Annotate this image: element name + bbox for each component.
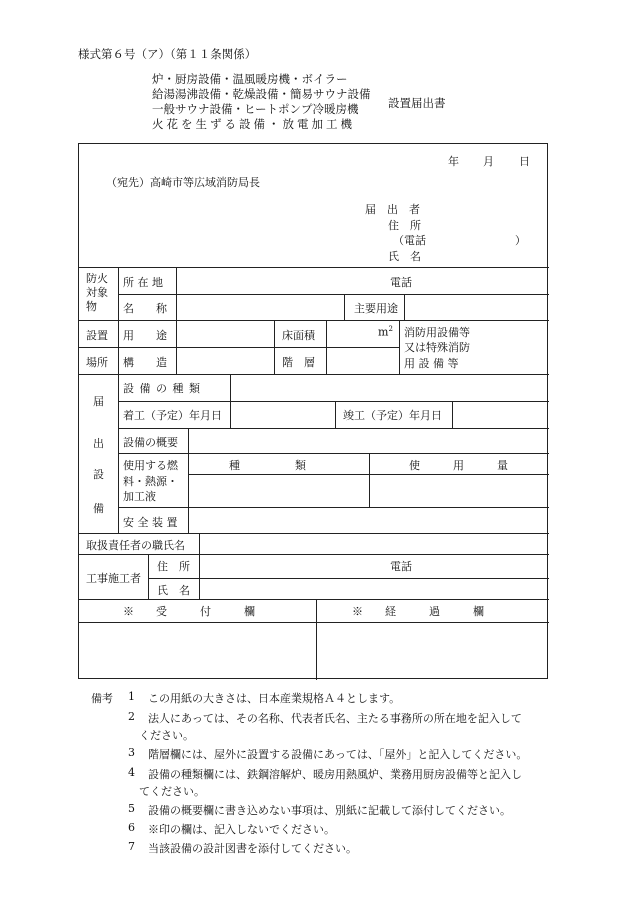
structure-label: 構 造 [123,356,167,369]
fire-equipment-label-1: 消防用設備等 [404,326,470,339]
todoke-label-4: 備 [93,502,104,515]
fire-equipment-label-3: 用 設 備 等 [404,357,459,370]
usage-amount-header: 使 用 量 [409,459,508,472]
notifier-label: 届 出 者 [365,203,420,216]
todoke-label-3: 設 [93,468,104,481]
day-label: 日 [519,155,530,168]
month-label: 月 [483,155,494,168]
note-4-num: 4 [128,766,135,779]
contractor-label: 工事施工者 [86,572,141,585]
setchi-label-1: 設置 [86,329,108,342]
floor-area-label: 床面積 [282,329,315,342]
progress-header: ※ 経 過 欄 [352,605,484,618]
note-2-cont: ください。 [139,729,194,742]
phone-close: ） [515,234,526,247]
fire-equipment-label-2: 又は特殊消防 [404,341,470,354]
phone-label: （電話 [393,234,426,247]
contractor-address-label: 住 所 [157,560,190,573]
name-label: 氏 名 [388,250,421,263]
phone-field-label: 電話 [390,276,412,289]
bousai-label-3: 物 [86,300,97,313]
notes-title: 備考 [91,692,113,705]
equipment-line-3: 一般サウナ設備・ヒートポンプ冷暖房機 [152,102,359,116]
note-4-cont: てください。 [139,785,205,798]
fuel-label-1: 使用する燃 [123,459,178,472]
kind-header: 種 類 [229,459,306,472]
fuel-label-3: 加工液 [123,490,156,503]
location-label: 所 在 地 [123,276,163,289]
note-6-num: 6 [128,821,135,834]
equipment-type-label: 設 備 の 種 類 [123,382,201,395]
fuel-label-2: 料・熱源・ [123,475,178,488]
doc-title: 設置届出書 [388,96,446,110]
note-7-text: 当該設備の設計図書を添付してください。 [148,842,357,855]
setchi-label-2: 場所 [86,356,108,369]
equipment-line-2: 給湯湯沸設備・乾燥設備・簡易サウナ設備 [152,87,371,101]
note-7-num: 7 [128,840,135,853]
note-5-num: 5 [128,802,135,815]
todoke-label-1: 届 [93,395,104,408]
use-label: 用 途 [123,329,167,342]
reception-header: ※ 受 付 欄 [123,605,255,618]
start-date-label: 着工（予定）年月日 [123,409,222,422]
note-3-num: 3 [128,746,135,759]
contractor-phone-label: 電話 [390,560,412,573]
end-date-label: 竣工（予定）年月日 [343,409,442,422]
main-use-label: 主要用途 [354,302,398,315]
facility-name-label: 名 称 [123,302,167,315]
form-table [78,143,548,679]
form-number: 様式第６号（ア）（第１１条関係） [78,47,257,61]
note-1-text: この用紙の大きさは、日本産業規格Ａ４とします。 [148,692,401,705]
note-6-text: ※印の欄は、記入しないでください。 [148,823,335,836]
note-4-text: 設備の種類欄には、鉄鋼溶解炉、暖房用熱風炉、業務用厨房設備等と記入し [148,768,522,781]
addressee: （宛先）高崎市等広域消防局長 [106,176,260,189]
floor-label: 階 層 [282,356,315,369]
square-meter-unit: $m^2$ [378,325,393,339]
note-1-num: 1 [128,690,135,703]
note-2-num: 2 [128,710,135,723]
equipment-line-1: 炉・厨房設備・温風暖房機・ボイラー [152,72,348,86]
equipment-summary-label: 設備の概要 [123,436,178,449]
manager-label: 取扱責任者の職氏名 [86,539,185,552]
year-label: 年 [448,155,459,168]
note-5-text: 設備の概要欄に書き込めない事項は、別紙に記載して添付してください。 [148,804,511,817]
bousai-label-1: 防火 [86,272,108,285]
address-label: 住 所 [388,219,421,232]
note-3-text: 階層欄には、屋外に設置する設備にあっては、「屋外」と記入してください。 [148,748,528,761]
bousai-label-2: 対象 [86,286,108,299]
safety-device-label: 安 全 装 置 [123,516,178,529]
equipment-line-4: 火花を生ずる設備・放電加工機 [152,117,355,131]
contractor-name-label: 氏 名 [157,584,190,597]
note-2-text: 法人にあっては、その名称、代表者氏名、主たる事務所の所在地を記入して [148,712,522,725]
todoke-label-2: 出 [93,437,104,450]
